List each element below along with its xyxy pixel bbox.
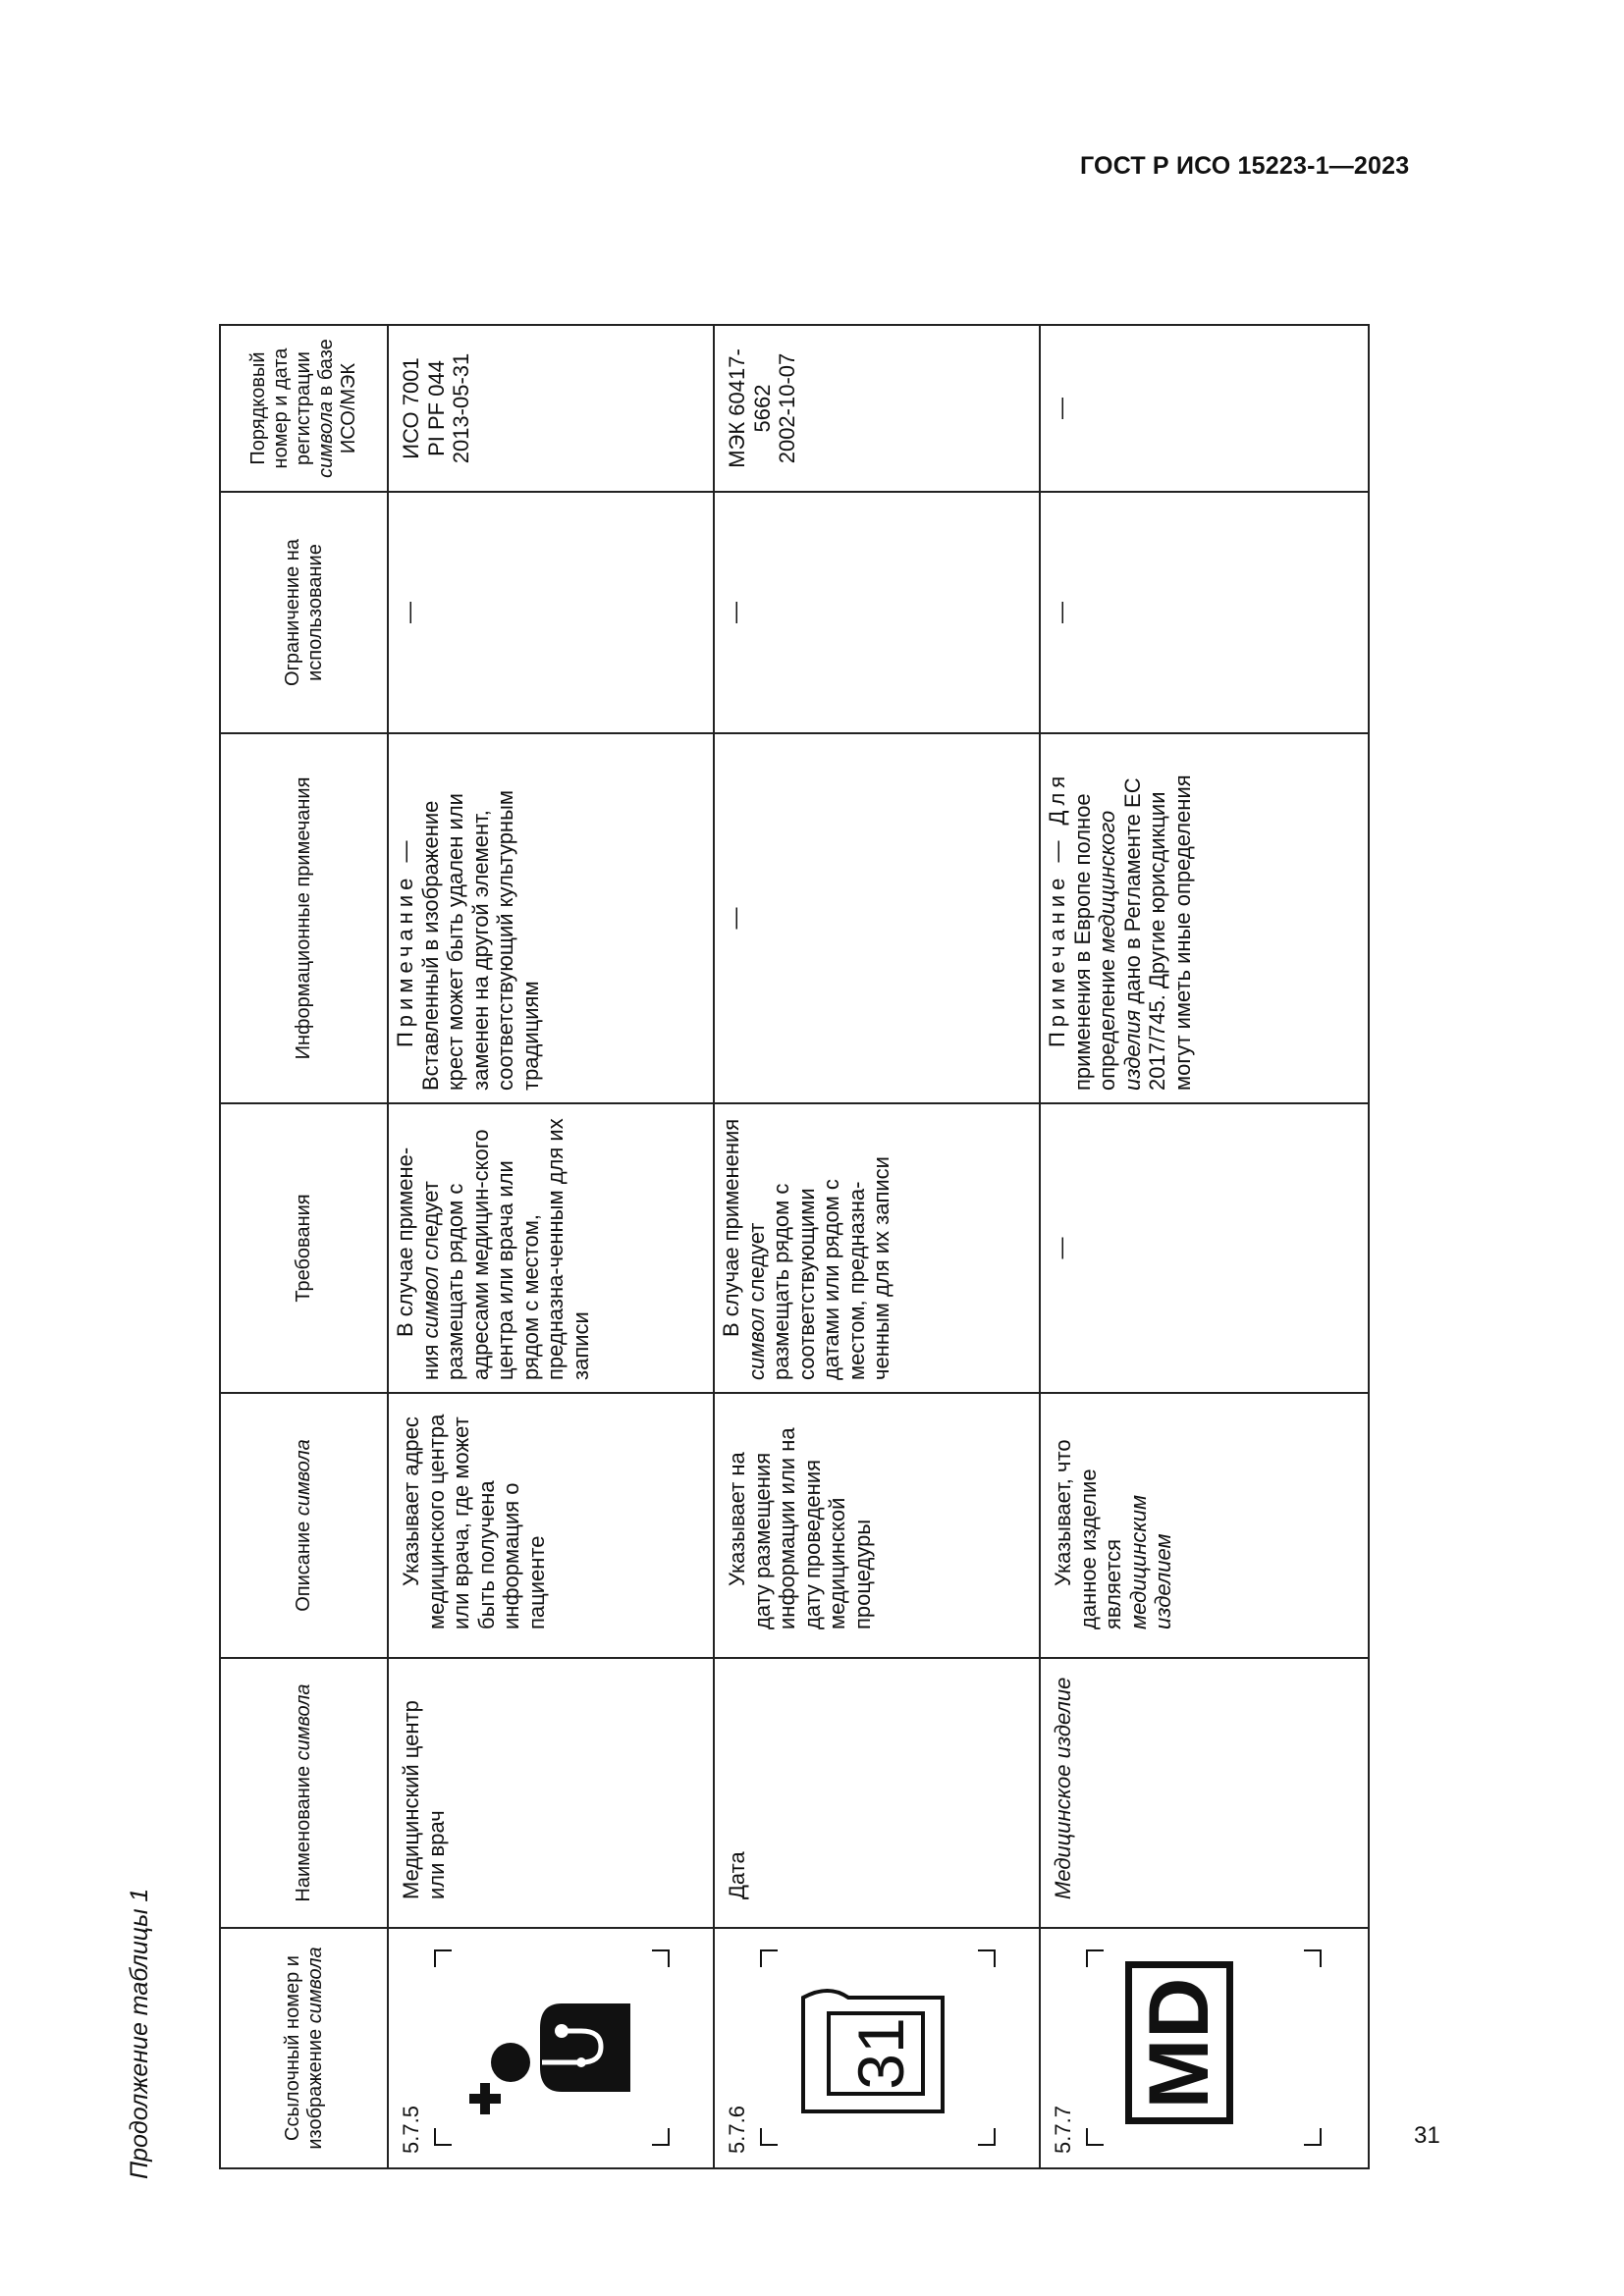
info-cell: Примечание — Вставленный в изображение крест может быть удален или заменен на другой элемент, соответствующий культурным традициям <box>388 733 714 1103</box>
desc-cell: Указывает адрес медицинского центра или врача, где может быть получена информация о пациенте <box>388 1393 714 1658</box>
calendar-day-text: 31 <box>843 2017 917 2091</box>
desc-cell: Указывает, что данное изделие является медицинским изделием <box>1040 1393 1369 1658</box>
table-header-row <box>220 325 388 2168</box>
header-restr: Ограничение на использование <box>220 492 388 733</box>
reg-cell: — <box>1040 325 1369 492</box>
symbol-frame <box>1086 1950 1322 2147</box>
rotated-table-area <box>126 216 1304 2179</box>
restr-cell: — <box>714 492 1040 733</box>
document-title: ГОСТ Р ИСО 15223-1—2023 <box>1080 152 1410 180</box>
table-row <box>1040 325 1369 2168</box>
info-cell: Примечание — Для применения в Европе полное определение медицинского изделия дано в Регламенте ЕС 2017/745. Другие юрисдикции могут иметь иные определения <box>1040 733 1369 1103</box>
header-desc: Описание символа <box>220 1393 388 1658</box>
info-cell: — <box>714 733 1040 1103</box>
row-number: 5.7.7 <box>1051 2106 1075 2154</box>
table-caption: Продолжение таблицы 1 <box>126 1888 153 2179</box>
header-reg: Порядковый номер и дата регистрации символа в базе ИСО/МЭК <box>220 325 388 492</box>
name-cell: Медицинский центр или врач <box>388 1658 714 1928</box>
header-ref: Ссылочный номер и изображение символа <box>220 1928 388 2168</box>
ref-cell <box>1040 1928 1369 2168</box>
row-number: 5.7.6 <box>725 2106 749 2154</box>
page-number: 31 <box>1414 2122 1440 2149</box>
reg-cell: МЭК 60417-5662 2002-10-07 <box>714 325 1040 492</box>
name-cell: Дата <box>714 1658 1040 1928</box>
name-cell: Медицинское изделие <box>1040 1658 1369 1928</box>
medical-device-md-icon: MD <box>1125 1962 1233 2125</box>
restr-cell: — <box>388 492 714 733</box>
restr-cell: — <box>1040 492 1369 733</box>
symbols-table <box>219 324 1370 2169</box>
req-cell: — <box>1040 1103 1369 1393</box>
row-number: 5.7.5 <box>399 2106 423 2154</box>
req-cell: В случае примене-ния символ следует размещать рядом с адресами медицин-ского центра или врача или рядом с местом, предназна-ченным для их записи <box>388 1103 714 1393</box>
header-name: Наименование символа <box>220 1658 388 1928</box>
table-row <box>388 325 714 2168</box>
symbol-frame <box>760 1950 996 2147</box>
header-req: Требования <box>220 1103 388 1393</box>
ref-cell <box>388 1928 714 2168</box>
symbol-frame <box>434 1950 670 2147</box>
desc-cell: Указывает на дату размещения информации или на дату проведения медицинской процедуры <box>714 1393 1040 1658</box>
req-cell: В случае применения символ следует размещать рядом с соответствующими датами или рядом с местом, предназна-ченным для их записи <box>714 1103 1040 1393</box>
reg-cell: ИСО 7001 PI PF 044 2013-05-31 <box>388 325 714 492</box>
medical-centre-or-doctor-icon <box>463 1975 640 2122</box>
date-calendar-icon <box>789 1975 956 2122</box>
ref-cell <box>714 1928 1040 2168</box>
table-row <box>714 325 1040 2168</box>
header-info: Информационные примечания <box>220 733 388 1103</box>
